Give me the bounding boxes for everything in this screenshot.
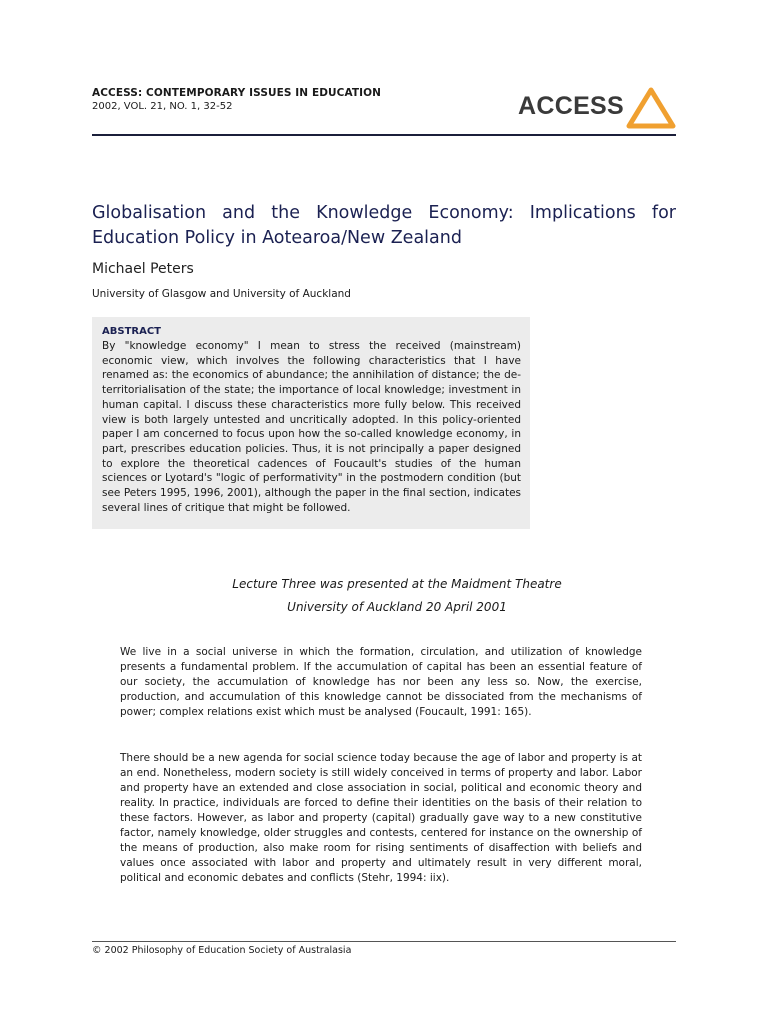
footer-divider bbox=[92, 941, 676, 942]
lecture-note-line-2: University of Auckland 20 April 2001 bbox=[287, 600, 507, 614]
access-logo-text: ACCESS bbox=[518, 92, 624, 120]
journal-name: ACCESS: CONTEMPORARY ISSUES IN EDUCATION bbox=[92, 87, 382, 99]
abstract-text: By "knowledge economy" I mean to stress the received (mainstream) economic view, which involves the following characteristics that I have renamed as: the economics of abundance; the annihilation of distance; the de-territorialisation of the state; the importance of local knowledge; investment in human capital. I discuss these characteristics more fully below. This received view is both largely untested and uncritically adopted. In this policy-oriented paper I am concerned to focus upon how the so-called knowledge economy, in part, prescribes education policies. Thus, it is not principally a paper designed to explore the theoretical cadences of Foucault's studies of the human sciences or Lyotard's "logic of performativity" in the postmodern condition (but see Peters 1995, 1996, 2001), although the paper in the final section, indicates several lines of critique that might be followed. bbox=[102, 340, 521, 514]
triangle-logo-icon bbox=[625, 86, 677, 130]
block-quote-stehr: There should be a new agenda for social science today because the age of labor and property is at an end. Nonetheless, modern society is still widely conceived in terms of property and labor. Labor and property have an extended and close association in social, political and economic theory and reality. In practice, individuals are forced to define their identities on the basis of their relation to these factors. However, as labor and property (capital) gradually gave way to a new constitutive factor, namely knowledge, older struggles and contests, centered for instance on the ownership of the means of production, also make room for rising sentiments of disaffection with beliefs and values once associated with labor and property and ultimately result in very different moral, political and economic debates and conflicts (Stehr, 1994: iix). bbox=[120, 752, 642, 884]
article-title: Globalisation and the Knowledge Economy: Implications for Education Policy in Aotearoa/New Zealand bbox=[92, 203, 676, 248]
footer-copyright: © 2002 Philosophy of Education Society of Australasia bbox=[92, 945, 352, 956]
article-author: Michael Peters bbox=[92, 261, 194, 277]
abstract-heading: ABSTRACT bbox=[102, 326, 161, 337]
journal-issue: 2002, VOL. 21, NO. 1, 32-52 bbox=[92, 101, 233, 112]
lecture-note-line-1: Lecture Three was presented at the Maidment Theatre bbox=[232, 577, 562, 591]
header-divider bbox=[92, 134, 676, 136]
block-quote-foucault: We live in a social universe in which the formation, circulation, and utilization of knowledge presents a fundamental problem. If the accumulation of capital has been an essential feature of our society, the accumulation of knowledge has nor been any less so. Now, the exercise, production, and accumulation of this knowledge cannot be dissociated from the mechanisms of power; complex relations exist which must be analysed (Foucault, 1991: 165). bbox=[120, 646, 642, 718]
author-affiliation: University of Glasgow and University of Auckland bbox=[92, 288, 351, 300]
